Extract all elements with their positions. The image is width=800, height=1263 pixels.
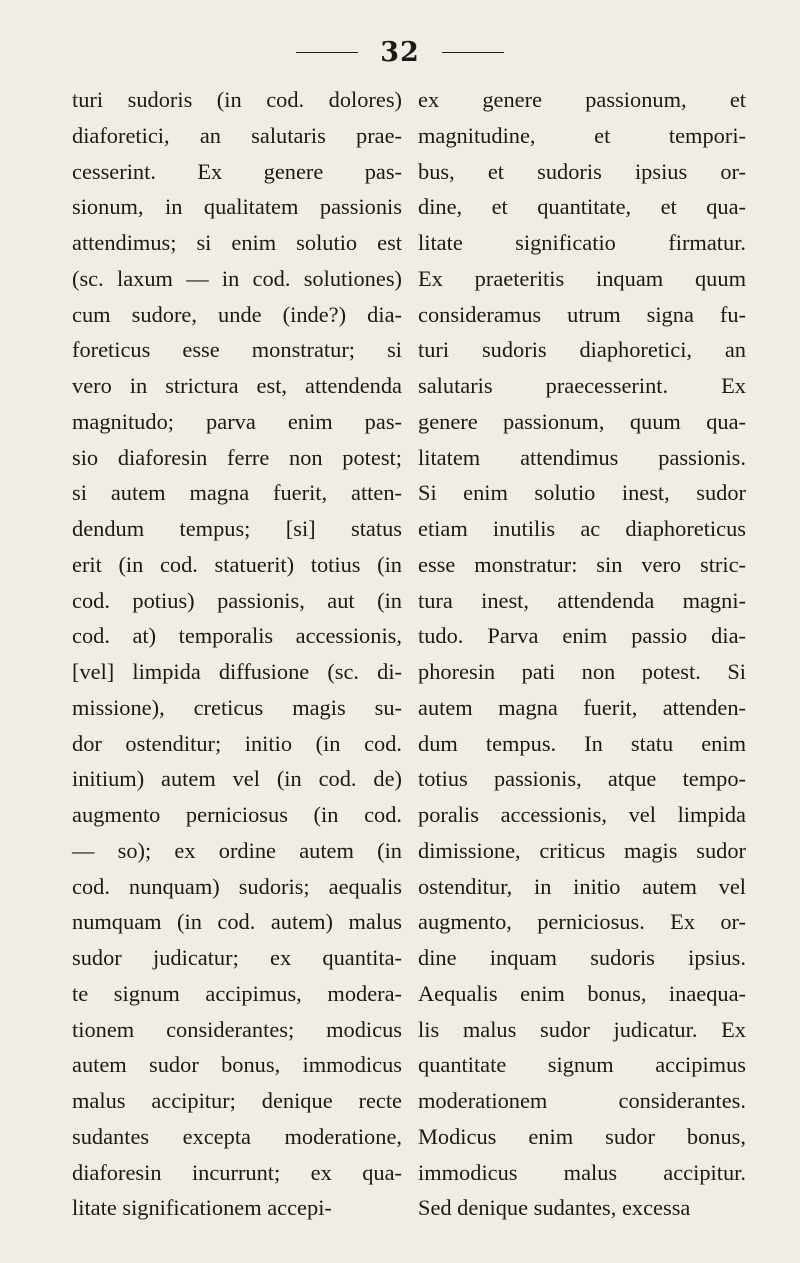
left-column-line: litate significationem accepi- bbox=[72, 1195, 332, 1221]
left-column-line: sionum, in qualitatem passionis bbox=[72, 194, 402, 220]
left-column-line: sudor judicatur; ex quantita- bbox=[72, 945, 402, 970]
right-column-line: augmento, perniciosus. Ex or- bbox=[418, 909, 746, 935]
right-column-line: Sed denique sudantes, excessa bbox=[418, 1195, 691, 1221]
right-column-line: ex genere passionum, et bbox=[418, 87, 746, 112]
left-column-line: initium) autem vel (in cod. de) bbox=[72, 766, 402, 792]
left-column-line: sudantes excepta moderatione, bbox=[72, 1123, 402, 1149]
left-column-line: te signum accipimus, modera- bbox=[72, 980, 402, 1006]
column-gutter bbox=[408, 95, 409, 1185]
right-column-line: tudo. Parva enim passio dia- bbox=[418, 623, 746, 649]
left-column-line: tionem considerantes; modicus bbox=[72, 1016, 402, 1042]
left-column-line: — so); ex ordine autem (in bbox=[72, 837, 402, 863]
left-column-line: cod. at) temporalis accessionis, bbox=[72, 623, 402, 649]
right-column-line: dimissione, criticus magis sudor bbox=[418, 837, 746, 863]
left-column-line: numquam (in cod. autem) malus bbox=[72, 909, 402, 935]
left-column-line: turi sudoris (in cod. dolores) bbox=[72, 87, 402, 112]
right-column-line: Ex praeteritis inquam quum bbox=[418, 265, 746, 291]
right-column-line: immodicus malus accipitur. bbox=[418, 1159, 746, 1185]
right-column-line: esse monstratur: sin vero stric- bbox=[418, 551, 746, 577]
right-column-line: autem magna fuerit, attenden- bbox=[418, 694, 746, 720]
left-column-line: cod. nunquam) sudoris; aequalis bbox=[72, 873, 402, 899]
header-rule-left bbox=[296, 52, 358, 53]
right-column-line: ostenditur, in initio autem vel bbox=[418, 873, 746, 899]
right-column-line: salutaris praecesserint. Ex bbox=[418, 373, 746, 398]
right-column-line: Si enim solutio inest, sudor bbox=[418, 480, 746, 506]
left-column-line: missione), creticus magis su- bbox=[72, 694, 402, 720]
left-column bbox=[72, 82, 402, 1226]
right-column-line: turi sudoris diaphoretici, an bbox=[418, 337, 746, 363]
left-column-line: diaforesin incurrunt; ex qua- bbox=[72, 1159, 402, 1185]
left-column-line: [vel] limpida diffusione (sc. di- bbox=[72, 659, 402, 684]
left-column-line: malus accipitur; denique recte bbox=[72, 1088, 402, 1113]
left-column-line: vero in strictura est, attendenda bbox=[72, 373, 402, 398]
right-column-line: bus, et sudoris ipsius or- bbox=[418, 158, 746, 184]
right-column-line: dine, et quantitate, et qua- bbox=[418, 194, 746, 220]
left-column-line: sio diaforesin ferre non potest; bbox=[72, 444, 402, 470]
right-column-line: phoresin pati non potest. Si bbox=[418, 659, 746, 684]
right-column-line: totius passionis, atque tempo- bbox=[418, 766, 746, 792]
right-column-line: litate significatio firmatur. bbox=[418, 230, 746, 255]
left-column-line: (sc. laxum — in cod. solutiones) bbox=[72, 265, 402, 291]
page-number: 32 bbox=[380, 36, 420, 68]
page-header bbox=[0, 34, 800, 70]
left-column-line: diaforetici, an salutaris prae- bbox=[72, 122, 402, 148]
right-column-line: Aequalis enim bonus, inaequa- bbox=[418, 980, 746, 1006]
right-column-line: dine inquam sudoris ipsius. bbox=[418, 945, 746, 970]
right-column-line: quantitate signum accipimus bbox=[418, 1052, 746, 1078]
left-column-line: dendum tempus; [si] status bbox=[72, 516, 402, 541]
right-column-line: tura inest, attendenda magni- bbox=[418, 587, 746, 613]
right-column-line: magnitudine, et tempori- bbox=[418, 122, 746, 148]
right-column-line: litatem attendimus passionis. bbox=[418, 444, 746, 470]
left-column-line: autem sudor bonus, immodicus bbox=[72, 1052, 402, 1078]
right-column-line: genere passionum, quum qua- bbox=[418, 408, 746, 434]
header-rule-right bbox=[442, 52, 504, 53]
left-column-line: si autem magna fuerit, atten- bbox=[72, 480, 402, 506]
left-column-line: augmento perniciosus (in cod. bbox=[72, 802, 402, 827]
left-column-line: erit (in cod. statuerit) totius (in bbox=[72, 551, 402, 577]
left-column-line: cod. potius) passionis, aut (in bbox=[72, 587, 402, 613]
left-column-line: attendimus; si enim solutio est bbox=[72, 230, 402, 255]
right-column-line: consideramus utrum signa fu- bbox=[418, 301, 746, 327]
right-column-line: poralis accessionis, vel limpida bbox=[418, 802, 746, 827]
right-column-line: moderationem considerantes. bbox=[418, 1088, 746, 1113]
right-column-line: etiam inutilis ac diaphoreticus bbox=[418, 516, 746, 541]
left-column-line: cesserint. Ex genere pas- bbox=[72, 158, 402, 184]
right-column-line: lis malus sudor judicatur. Ex bbox=[418, 1016, 746, 1042]
left-column-line: foreticus esse monstratur; si bbox=[72, 337, 402, 363]
right-column-line: dum tempus. In statu enim bbox=[418, 730, 746, 756]
left-column-line: magnitudo; parva enim pas- bbox=[72, 408, 402, 434]
right-column-line: Modicus enim sudor bonus, bbox=[418, 1123, 746, 1149]
left-column-line: cum sudore, unde (inde?) dia- bbox=[72, 301, 402, 327]
left-column-line: dor ostenditur; initio (in cod. bbox=[72, 730, 402, 756]
right-column bbox=[418, 82, 746, 1226]
